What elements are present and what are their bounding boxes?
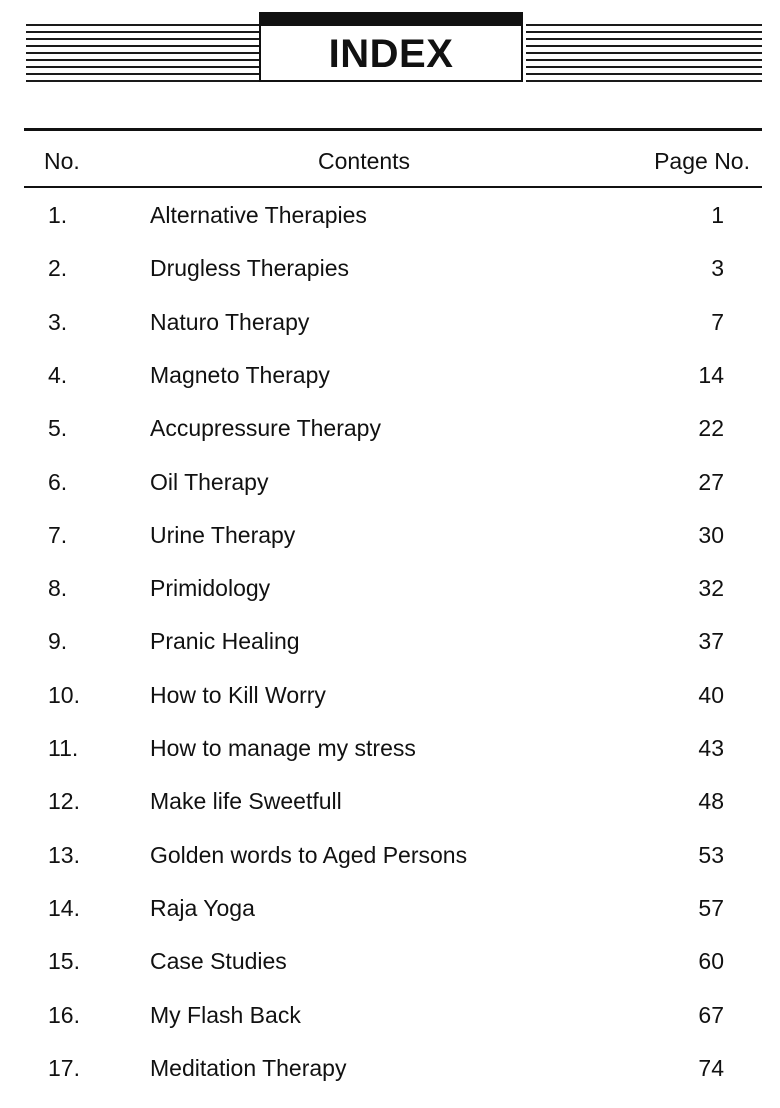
- header-divider-rule: [24, 186, 762, 188]
- index-entry-row[interactable]: [0, 835, 780, 875]
- entry-page-number: 1: [711, 202, 724, 228]
- entry-number: 12.: [48, 788, 80, 815]
- entry-page-number: 40: [698, 681, 724, 708]
- index-entry-row[interactable]: [0, 462, 780, 502]
- entry-title: Alternative Therapies: [150, 202, 367, 228]
- entry-page-number: 57: [698, 894, 724, 921]
- entry-number: 10.: [48, 681, 80, 708]
- decorative-stripes-left: [26, 24, 262, 82]
- entry-number: 8.: [48, 575, 68, 602]
- entry-number: 6.: [48, 468, 68, 495]
- entry-title: Oil Therapy: [150, 468, 269, 495]
- entry-number: 11.: [48, 735, 79, 761]
- entry-title: Make life Sweetfull: [150, 788, 342, 815]
- entry-number: 13.: [48, 841, 80, 868]
- entry-page-number: 60: [698, 948, 724, 975]
- index-entry-row[interactable]: [0, 621, 780, 661]
- entry-title: Primidology: [150, 575, 271, 602]
- index-entry-row[interactable]: [0, 1048, 780, 1088]
- entry-page-number: 30: [698, 521, 724, 548]
- entry-number: 9.: [48, 628, 68, 655]
- page-title: INDEX: [328, 31, 454, 76]
- column-header-no: No.: [44, 148, 80, 174]
- entry-number: 16.: [48, 1001, 80, 1028]
- index-entry-row[interactable]: [0, 195, 780, 235]
- entry-number: 3.: [48, 308, 68, 335]
- index-entry-row[interactable]: [0, 515, 780, 555]
- entry-page-number: 37: [698, 628, 724, 655]
- entry-title: Golden words to Aged Persons: [150, 841, 468, 868]
- entry-page-number: 3: [711, 255, 724, 282]
- entry-title: How to manage my stress: [150, 735, 416, 761]
- entry-title: Naturo Therapy: [150, 308, 310, 335]
- index-entry-row[interactable]: [0, 728, 780, 768]
- entry-page-number: 7: [711, 308, 724, 335]
- entry-number: 2.: [48, 255, 68, 282]
- entry-title: Case Studies: [150, 948, 287, 975]
- decorative-stripes-right: [526, 24, 762, 82]
- entry-page-number: 74: [698, 1054, 724, 1081]
- entry-title: Raja Yoga: [150, 894, 255, 921]
- entry-number: 17.: [48, 1054, 80, 1081]
- index-entry-row[interactable]: [0, 781, 780, 821]
- entry-page-number: 27: [698, 468, 724, 495]
- index-entry-row[interactable]: [0, 888, 780, 928]
- entry-title: Pranic Healing: [150, 628, 300, 655]
- index-entry-row[interactable]: [0, 675, 780, 715]
- entry-title: Accupressure Therapy: [150, 415, 381, 442]
- entry-title: My Flash Back: [150, 1001, 301, 1028]
- table-top-rule: [24, 128, 762, 131]
- column-header-contents: Contents: [318, 148, 411, 174]
- index-entry-row[interactable]: [0, 941, 780, 981]
- entry-title: Magneto Therapy: [150, 361, 330, 388]
- entry-page-number: 14: [698, 361, 724, 388]
- entry-number: 7.: [48, 521, 68, 548]
- entry-number: 4.: [48, 361, 68, 388]
- entry-page-number: 22: [698, 415, 724, 442]
- entry-page-number: 53: [698, 841, 724, 868]
- index-entry-row[interactable]: [0, 248, 780, 288]
- entry-title: Drugless Therapies: [150, 255, 350, 282]
- entry-page-number: 43: [698, 735, 724, 761]
- entry-title: Urine Therapy: [150, 521, 296, 548]
- index-entry-row[interactable]: [0, 995, 780, 1035]
- index-entry-row[interactable]: [0, 302, 780, 342]
- index-entry-row[interactable]: [0, 408, 780, 448]
- index-entry-row[interactable]: [0, 355, 780, 395]
- index-title-box: [259, 12, 523, 82]
- entry-page-number: 67: [698, 1001, 724, 1028]
- entry-title: Meditation Therapy: [150, 1054, 347, 1081]
- entry-number: 14.: [48, 894, 80, 921]
- entry-page-number: 48: [698, 788, 724, 815]
- entry-number: 1.: [48, 202, 68, 228]
- entry-number: 15.: [48, 948, 80, 975]
- entry-number: 5.: [48, 415, 68, 442]
- entry-title: How to Kill Worry: [150, 681, 326, 708]
- column-header-page-no: Page No.: [654, 148, 750, 174]
- index-entry-row[interactable]: [0, 568, 780, 608]
- entry-page-number: 32: [698, 575, 724, 602]
